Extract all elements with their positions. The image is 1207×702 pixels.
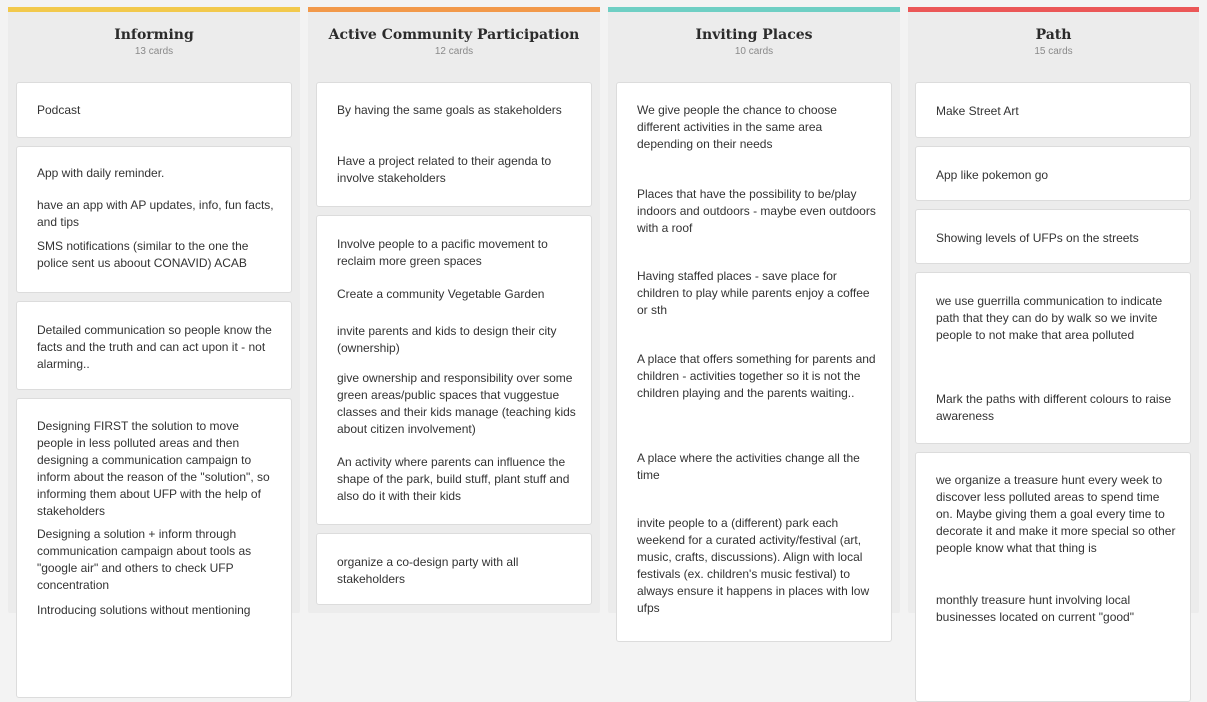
card-list xyxy=(8,75,300,617)
column-title[interactable]: Inviting Places xyxy=(695,27,813,43)
card-text: give ownership and responsibility over some green areas/public spaces that vuggestue classes and their kids manage (teaching kids about citizen involvement) xyxy=(337,371,576,436)
column-title[interactable]: Informing xyxy=(114,27,194,43)
card-text: invite parents and kids to design their city (ownership) xyxy=(337,324,557,355)
card-text: Detailed communication so people know the facts and the truth and can act upon it - not alarming.. xyxy=(37,323,272,371)
card[interactable] xyxy=(915,209,1191,264)
card[interactable] xyxy=(915,272,1191,444)
column-color-bar xyxy=(308,7,600,12)
card-text: A place that offers something for parents and children - activities together so it is not the children playing and the parents waiting.. xyxy=(637,352,876,400)
card-text: Involve people to a pacific movement to reclaim more green spaces xyxy=(337,237,548,268)
column-card-count: 13 cards xyxy=(134,46,174,57)
card-text: invite people to a (different) park each weekend for a curated activity/festival (art, music, crafts, discussions). Align with local festivals (ex. children's music festival) to always ensure it happens in places with low ufps xyxy=(637,516,870,615)
card-text: Showing levels of UFPs on the streets xyxy=(936,231,1139,245)
column-path xyxy=(908,7,1199,624)
column-card-count: 15 cards xyxy=(1034,46,1073,57)
card-text: An activity where parents can influence the shape of the park, build stuff, plant stuff and also do it with their kids xyxy=(337,455,570,503)
column-card-count: 12 cards xyxy=(434,46,474,57)
card-text: Mark the paths with different colours to raise awareness xyxy=(936,392,1172,423)
card[interactable] xyxy=(316,533,592,605)
column-header xyxy=(8,26,300,58)
column-color-bar xyxy=(608,7,900,12)
column-informing xyxy=(8,7,300,617)
card-text: we organize a treasure hunt every week to discover less polluted areas to spend time on. Maybe giving them a goal every time to decorate it and make it more special so other people know what that thing is xyxy=(936,473,1176,555)
card[interactable] xyxy=(16,398,292,698)
card-list xyxy=(908,75,1199,624)
card-text: Make Street Art xyxy=(936,104,1019,118)
card-text: Podcast xyxy=(37,103,81,117)
card-list xyxy=(608,75,900,613)
card-text: We give people the chance to choose different activities in the same area depending on their needs xyxy=(637,103,837,151)
card-text: Places that have the possibility to be/play indoors and outdoors - maybe even outdoors with a roof xyxy=(637,187,876,235)
card-text: Have a project related to their agenda to involve stakeholders xyxy=(337,154,552,185)
column-inviting-places xyxy=(608,7,900,613)
card-text: Having staffed places - save place for children to play while parents enjoy a coffee or sth xyxy=(637,269,870,317)
column-header xyxy=(908,26,1199,58)
column-active-community-participation xyxy=(308,7,600,613)
card-text: monthly treasure hunt involving local businesses located on current "good" xyxy=(936,593,1134,624)
card[interactable] xyxy=(616,82,892,642)
column-header xyxy=(308,26,600,58)
card[interactable] xyxy=(316,215,592,525)
card-text: Designing FIRST the solution to move people in less polluted areas and then designing a communication campaign to inform about the reason of the "solution", so informing them about UFP with the help of stakeholders xyxy=(37,419,270,518)
card-text: A place where the activities change all the time xyxy=(637,451,860,482)
card-text: App like pokemon go xyxy=(936,168,1049,182)
card-text: we use guerrilla communication to indicate path that they can do by walk so we invite people to not make that area polluted xyxy=(936,294,1163,342)
card[interactable] xyxy=(915,82,1191,138)
card-text: Designing a solution + inform through communication campaign about tools as "google air" and others to check UFP concentration xyxy=(37,527,252,592)
card[interactable] xyxy=(16,301,292,390)
card[interactable] xyxy=(915,452,1191,702)
card-text: SMS notifications (similar to the one the police sent us aboout CONAVID) ACAB xyxy=(37,239,249,270)
card-text: App with daily reminder. xyxy=(37,166,165,180)
card-text: Create a community Vegetable Garden xyxy=(337,287,545,301)
card[interactable] xyxy=(915,146,1191,201)
card-text: Introducing solutions without mentioning xyxy=(37,603,251,617)
column-header xyxy=(608,26,900,58)
card[interactable] xyxy=(16,82,292,138)
card[interactable] xyxy=(16,146,292,293)
column-color-bar xyxy=(908,7,1199,12)
column-card-count: 10 cards xyxy=(734,46,774,57)
card-text: have an app with AP updates, info, fun facts, and tips xyxy=(37,198,274,229)
card-text: organize a co-design party with all stakeholders xyxy=(337,555,519,586)
column-title[interactable]: Active Community Participation xyxy=(328,27,580,43)
column-color-bar xyxy=(8,7,300,12)
column-title[interactable]: Path xyxy=(1035,27,1072,43)
card-text: By having the same goals as stakeholders xyxy=(337,103,562,117)
card[interactable] xyxy=(316,82,592,207)
card-list xyxy=(308,75,600,613)
